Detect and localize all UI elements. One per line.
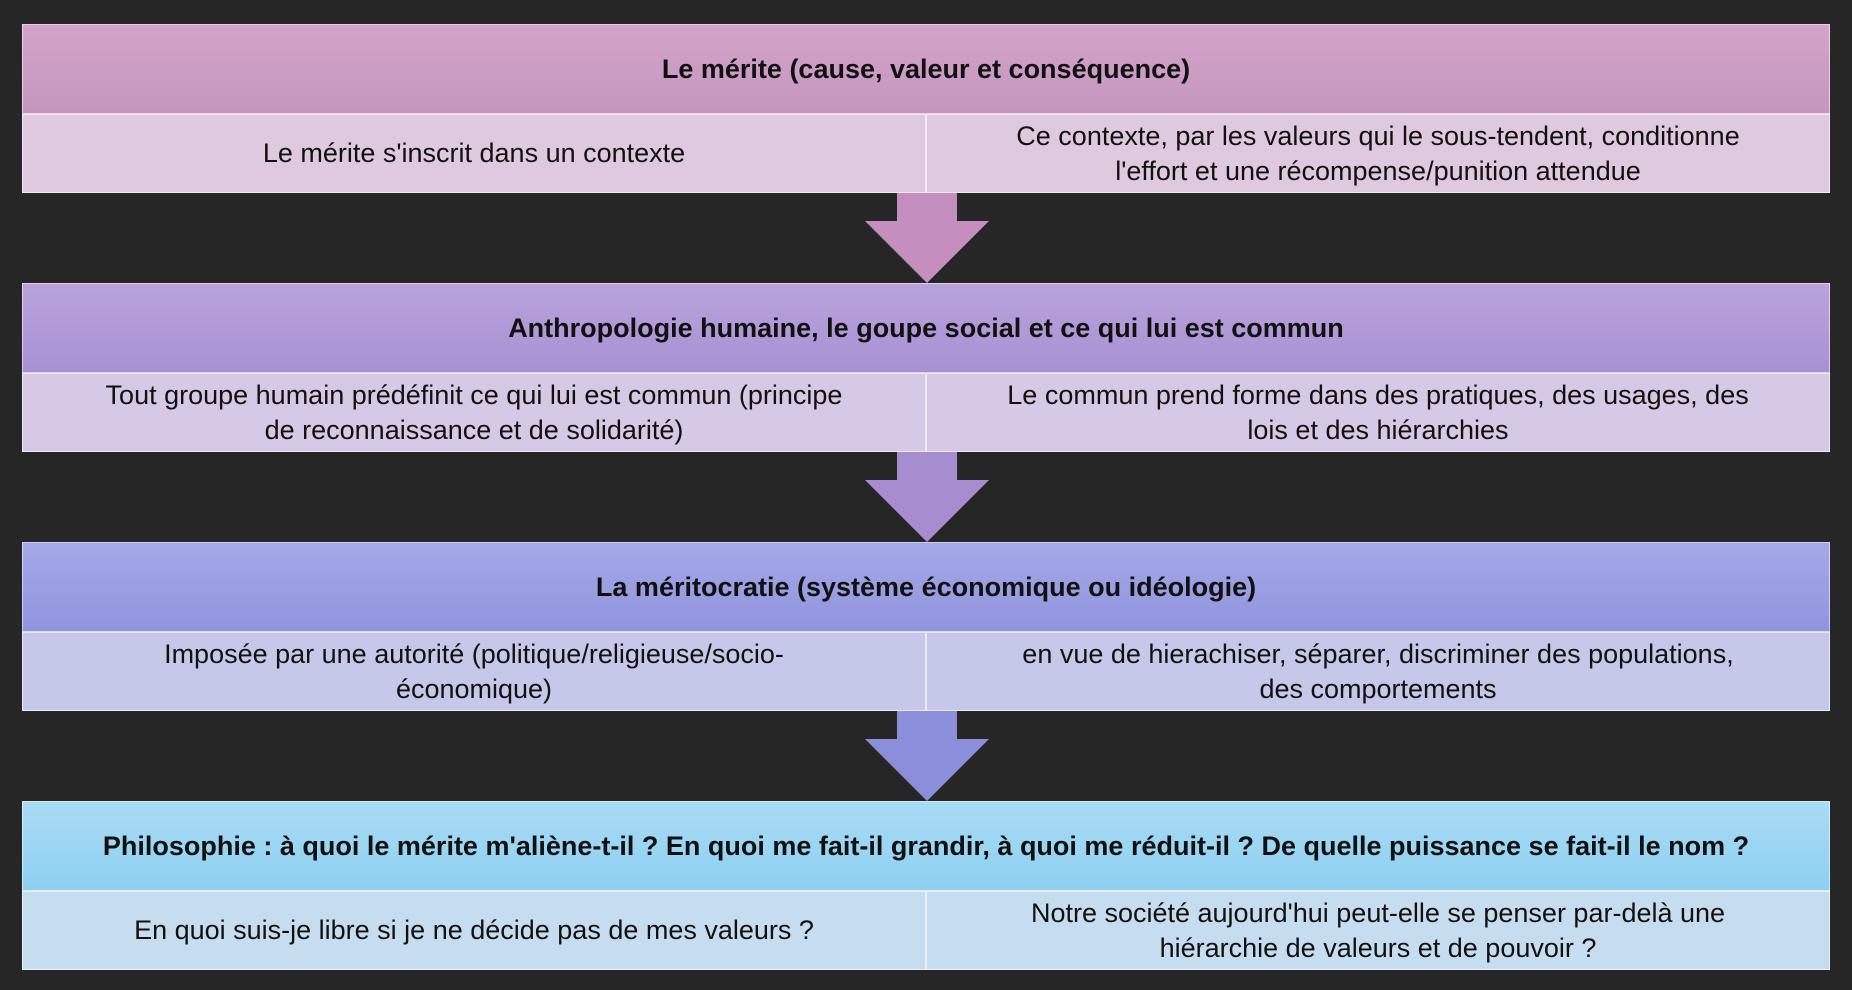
down-arrow-icon [865,711,989,801]
down-arrow-icon [865,193,989,283]
detail-line: Le commun prend forme dans des pratiques, des usages, des [1007,379,1749,410]
header-line: Le mérite (cause, valeur et conséquence) [661,53,1191,84]
detail-left [22,891,926,970]
detail-line: Le mérite s'inscrit dans un contexte [262,138,686,168]
header-line: Philosophie : à quoi le mérite m'aliène-t-il ? En quoi me fait-il grandir, à quoi me réduit-il ? [102,830,1254,861]
detail-line: Ce contexte, par les valeurs qui le sous-tendent, conditionne [1016,120,1740,151]
header-line: Anthropologie humaine, le goupe social et ce qui lui est commun [508,312,1344,343]
stage-details [22,114,1830,193]
stage-meritocratie [22,542,1830,711]
detail-right [926,373,1830,452]
detail-line: En quoi suis-je libre si je ne décide pas de mes valeurs ? [134,915,814,945]
detail-line: hiérarchie de valeurs et de pouvoir ? [1159,932,1597,963]
stage-merite [22,24,1830,193]
detail-line: de reconnaissance et de solidarité) [264,414,684,445]
detail-left [22,632,926,711]
stage-details [22,373,1830,452]
header-line: De quelle puissance se fait-il le nom ? [1261,830,1750,861]
detail-line: Imposée par une autorité (politique/religieuse/socio- [164,638,784,669]
detail-line: lois et des hiérarchies [1247,414,1509,445]
detail-right [926,891,1830,970]
detail-line: Notre société aujourd'hui peut-elle se penser par-delà une [1030,897,1726,928]
detail-left [22,373,926,452]
detail-left [22,114,926,193]
stage-anthropologie [22,283,1830,452]
detail-line: en vue de hierachiser, séparer, discriminer des populations, [1022,638,1734,669]
stage-header [22,283,1830,373]
stage-header [22,542,1830,632]
detail-line: l'effort et une récompense/punition attendue [1115,155,1641,186]
detail-line: économique) [395,673,553,704]
header-line: La méritocratie (système économique ou idéologie) [595,571,1257,602]
detail-right [926,632,1830,711]
down-arrow-icon [865,452,989,542]
detail-line: Tout groupe humain prédéfinit ce qui lui est commun (principe [105,379,843,410]
stage-philosophie [22,801,1830,970]
stage-header [22,801,1830,891]
stage-details [22,891,1830,970]
stage-header [22,24,1830,114]
detail-line: des comportements [1259,673,1497,704]
detail-right [926,114,1830,193]
stage-details [22,632,1830,711]
